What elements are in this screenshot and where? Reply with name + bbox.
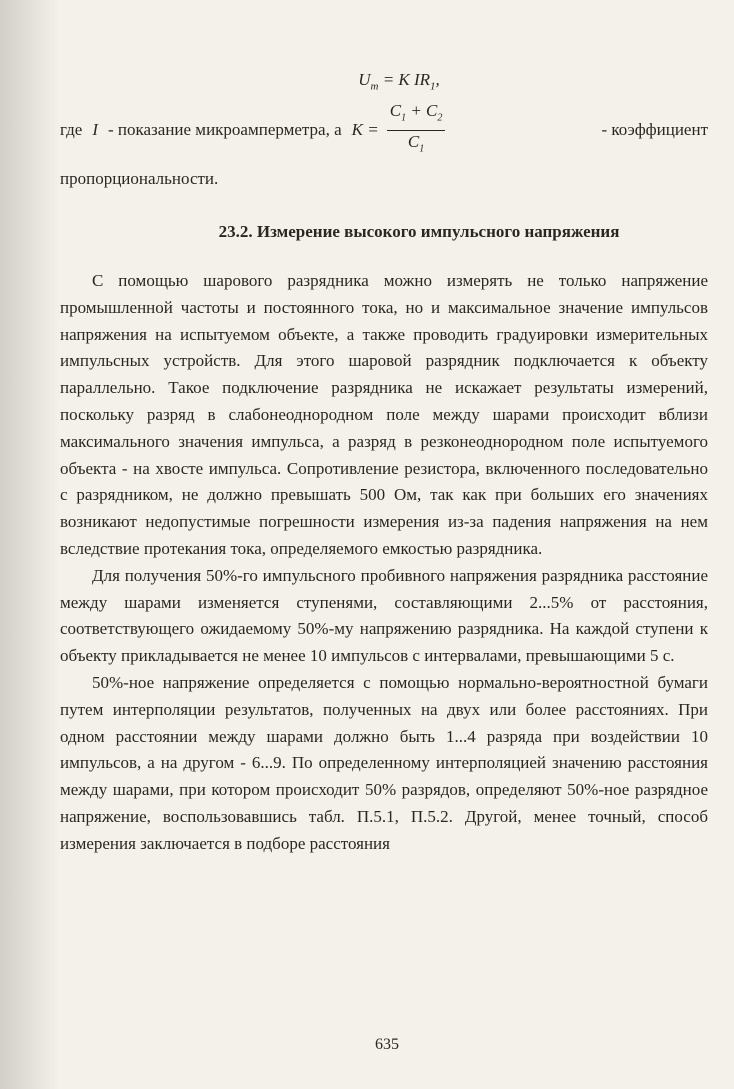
formula-tail: , bbox=[435, 70, 440, 89]
coefficient-word: - коэффициент bbox=[601, 120, 708, 139]
continuation-text: пропорциональности. bbox=[60, 169, 219, 188]
fraction-numerator: $C_1 + C_2$ bbox=[387, 100, 446, 130]
page-number: 635 bbox=[375, 1036, 399, 1053]
page-content bbox=[60, 70, 708, 858]
page-edge-shadow bbox=[0, 0, 60, 1089]
formula-symbol-u: U bbox=[358, 70, 371, 89]
k-equals: K = bbox=[351, 120, 379, 139]
formula-rest: = K IR bbox=[378, 70, 431, 89]
definition-text: - показание микроамперметра, а bbox=[108, 120, 342, 139]
formula-subscript-1: 1 bbox=[430, 80, 436, 93]
paragraph-2: Для получения 50%-го импульсного пробивного напряжения разрядника расстояние между шарами изменяется ступенями, составляющими 2...5% от расстояния, соответствующего ожидаемому 50%-му напряжению разрядника. На каждой ступени к объекту прикладывается не менее 10 импульсов с интервалами, превышающими 5 с. bbox=[60, 565, 708, 666]
formula-subscript-m: m bbox=[370, 80, 379, 93]
variable-i: I bbox=[92, 120, 98, 139]
formula-um bbox=[90, 70, 708, 100]
k-fraction bbox=[387, 100, 446, 160]
paragraph-3: 50%-ное напряжение определяется с помощью нормально-вероятностной бумаги путем интерполяции результатов, полученных на двух или более расстояниях. При одном расстоянии между шарами должно быть 1...4 разряда при воздействии 10 импульсов, а на другом - 6...9. По определенному интерполяцией значению расстояния между шарами, при котором происходит 50% разрядов, определяют 50%-ное разрядное напряжение, воспользовавшись табл. П.5.1, П.5.2. Другой, менее точный, способ измерения заключается в подборе расстояния bbox=[60, 672, 708, 853]
where-word: где bbox=[60, 120, 83, 139]
paragraph-1: С помощью шарового разрядника можно измерять не только напряжение промышленной частоты и постоянного тока, но и максимальное значение импульсов напряжения на испытуемом объекте, а также проводить градуировки измерительных импульсных устройств. Для этого шаровой разрядник подключается к объекту параллельно. Такое подключение разрядника не искажает результаты измерений, поскольку разряд в слабонеоднородном поле между шарами происходит вблизи максимального значения импульса, а разряд в резконеоднородном поле испытуемого объекта - на хвосте импульса. Сопротивление резистора, включенного последовательно с разрядником, не должно превышать 500 Ом, так как при больших его значениях возникают недопустимые погрешности измерения из-за падения напряжения на нем вследствие протекания тока, определяемого емкостью разрядника. bbox=[60, 271, 708, 558]
fraction-denominator: $C_1$ bbox=[407, 131, 425, 154]
formula-definition-line bbox=[60, 101, 708, 156]
section-heading: 23.2. Измерение высокого импульсного напряжения bbox=[218, 222, 620, 241]
